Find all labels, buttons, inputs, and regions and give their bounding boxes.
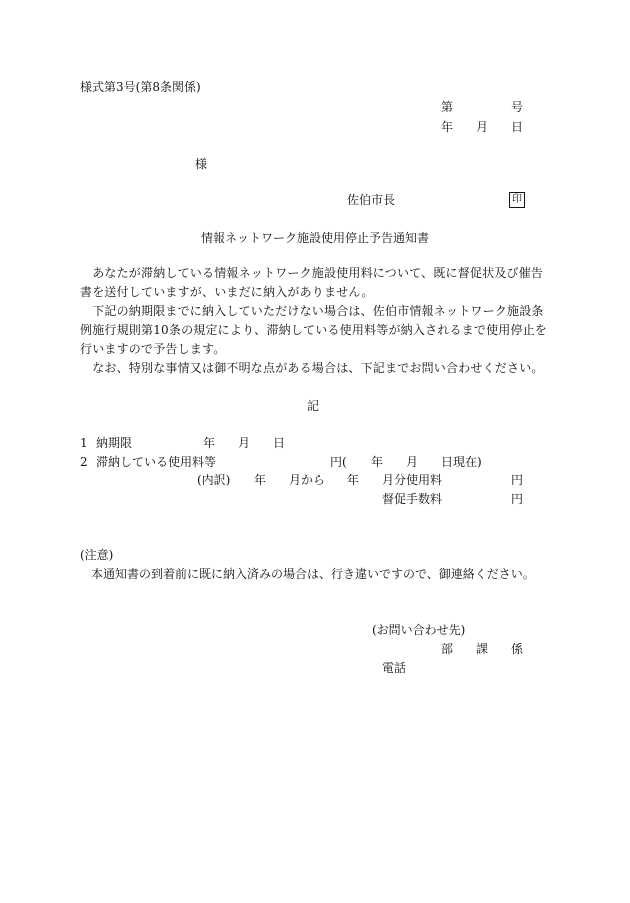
item2-yen: 円( (330, 455, 347, 469)
sender-name: 佐伯市長 (347, 193, 396, 207)
item2-month: 月 (406, 455, 419, 469)
contact-phone-label: 電話 (382, 661, 407, 675)
body-paragraph-3: なお、特別な事情又は御不明な点がある場合は、下記までお問い合わせください。 (80, 361, 544, 375)
body-paragraph-2: 下記の納期限までに納入していただけない場合は、佐伯市情報ネットワーク施設条例施行規則第10条の規定により、滞納している使用料等が納入されるまで使用停止を行いますので予告します。 (80, 304, 548, 356)
dunning-fee-label: 督促手数料 (382, 492, 443, 506)
date-month: 月 (476, 120, 489, 134)
note-text: 本通知書の到着前に既に納入済みの場合は、行き違いですので、御連絡ください。 (91, 567, 535, 581)
item2-as-of-day: 日現在) (441, 455, 482, 469)
document-number-suffix: 号 (511, 100, 524, 114)
note-heading: (注意) (80, 548, 114, 562)
seal-mark: 印 (509, 192, 525, 208)
addressee-honorific: 様 (195, 157, 208, 171)
breakdown-month-from: 月から (289, 473, 326, 487)
breakdown-year-from: 年 (254, 473, 267, 487)
breakdown-year-to: 年 (347, 473, 360, 487)
item2-number: 2 (80, 455, 88, 469)
contact-section: 課 (476, 642, 489, 656)
breakdown-label: (内訳) (197, 473, 231, 487)
item2-year: 年 (371, 455, 384, 469)
item1-month: 月 (238, 436, 251, 450)
item1-number: 1 (80, 436, 88, 450)
contact-department: 部 (441, 642, 454, 656)
dunning-fee-yen: 円 (511, 492, 524, 506)
item1-day: 日 (273, 436, 286, 450)
document-title: 情報ネットワーク施設使用停止予告通知書 (201, 231, 430, 245)
breakdown-usage-yen: 円 (511, 473, 524, 487)
date-day: 日 (511, 120, 524, 134)
item1-label: 納期限 (96, 436, 133, 450)
record-heading: 記 (307, 399, 320, 413)
item1-year: 年 (203, 436, 216, 450)
breakdown-usage-fee: 月分使用料 (382, 473, 443, 487)
body-paragraph-1: あなたが滞納している情報ネットワーク施設使用料について、既に督促状及び催告書を送付していますが、いまだに納入がありません。 (80, 266, 544, 299)
contact-heading: (お問い合わせ先) (372, 623, 466, 637)
form-number: 様式第3号(第8条関係) (80, 80, 201, 94)
contact-unit: 係 (511, 642, 524, 656)
date-year: 年 (441, 120, 454, 134)
item2-label: 滞納している使用料等 (96, 455, 217, 469)
document-number-prefix: 第 (441, 100, 454, 114)
